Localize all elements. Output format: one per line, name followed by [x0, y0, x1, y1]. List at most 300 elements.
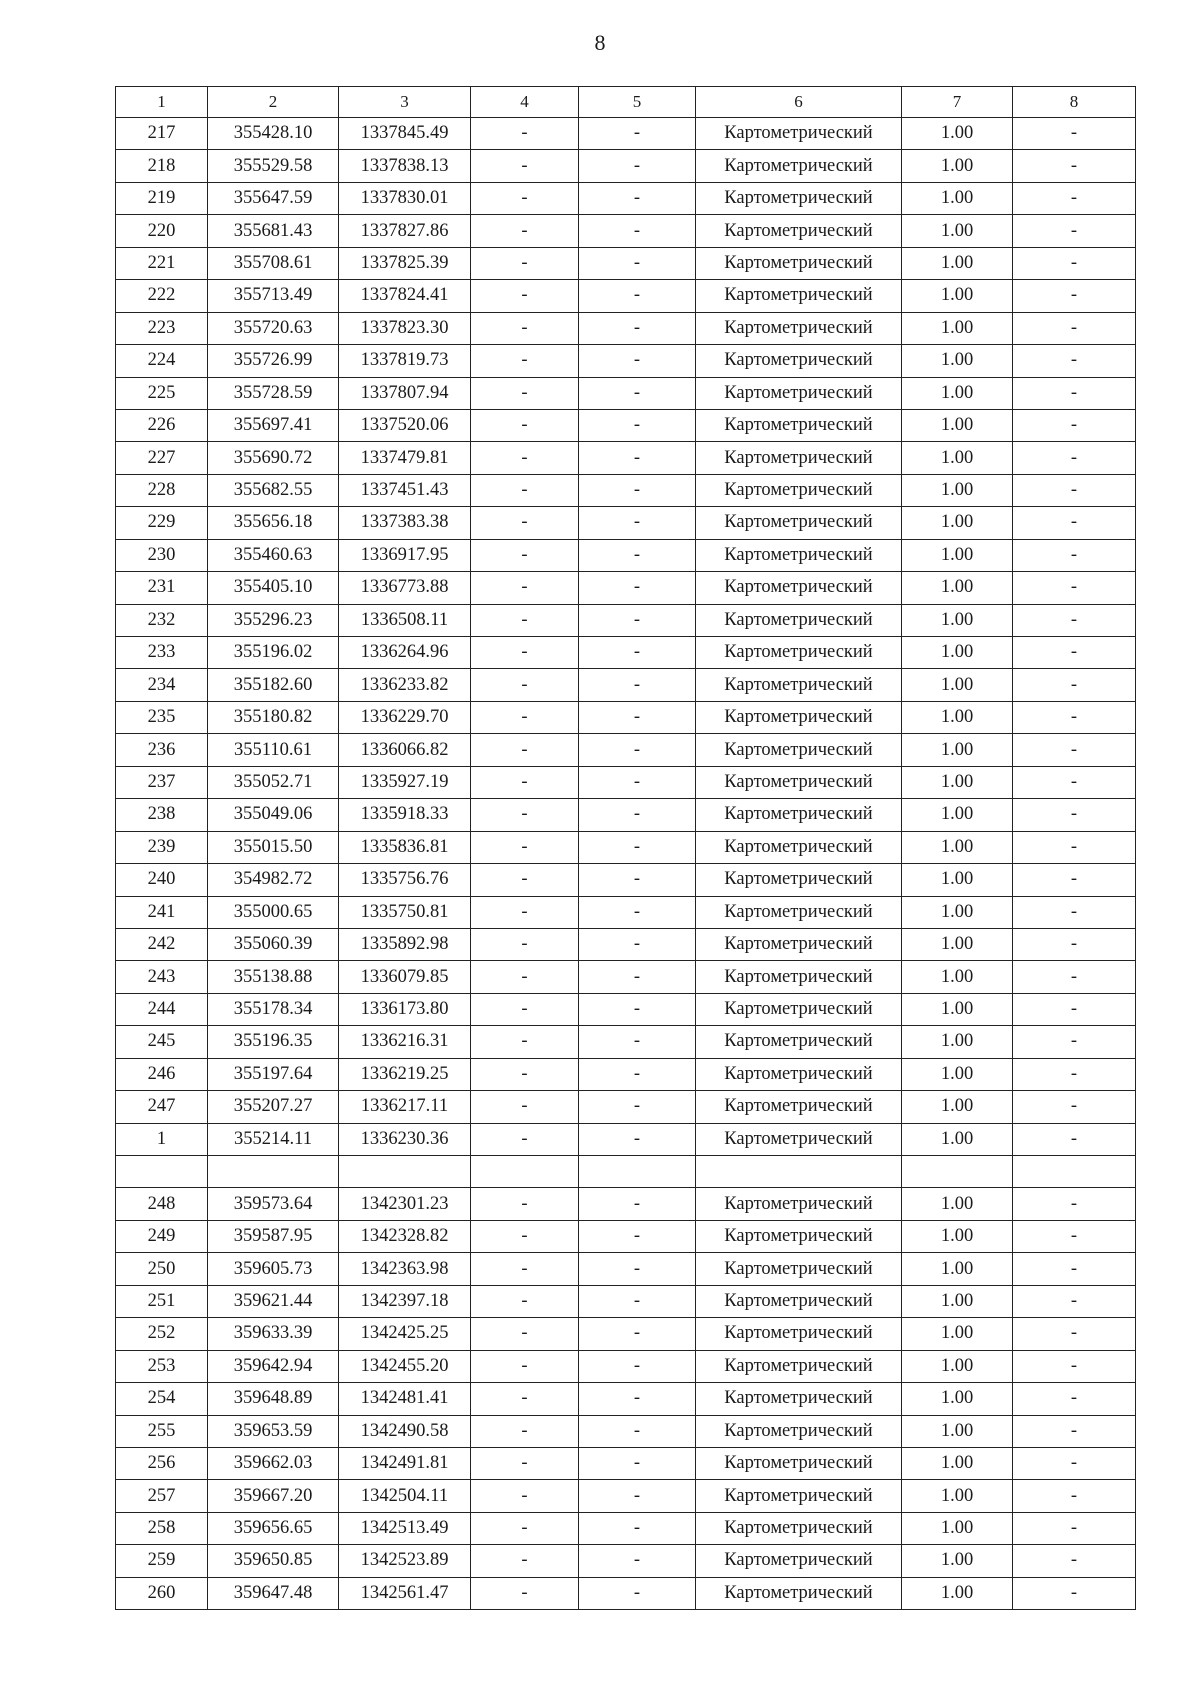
table-row — [116, 215, 1136, 247]
table-cell: 355196.35 — [208, 1026, 339, 1058]
table-cell: Картометрический — [696, 864, 902, 896]
table-cell: - — [471, 1447, 579, 1479]
table-cell: Картометрический — [696, 345, 902, 377]
table-cell: 1.00 — [902, 993, 1013, 1025]
table-cell: Картометрический — [696, 701, 902, 733]
table-row — [116, 247, 1136, 279]
table-cell: 1335750.81 — [339, 896, 471, 928]
table-cell — [579, 1156, 696, 1188]
table-row — [116, 864, 1136, 896]
table-cell: 1336216.31 — [339, 1026, 471, 1058]
table-cell: - — [579, 604, 696, 636]
table-cell: 1342363.98 — [339, 1253, 471, 1285]
table-row — [116, 766, 1136, 798]
table-cell: 230 — [116, 539, 208, 571]
table-cell: 222 — [116, 280, 208, 312]
table-cell: 1.00 — [902, 118, 1013, 150]
table-cell: 355656.18 — [208, 507, 339, 539]
table-cell — [339, 1156, 471, 1188]
table-cell: 1336229.70 — [339, 701, 471, 733]
table-cell: 1.00 — [902, 1220, 1013, 1252]
table-cell: 236 — [116, 734, 208, 766]
table-cell: Картометрический — [696, 1350, 902, 1382]
table-cell: - — [471, 345, 579, 377]
table-cell: - — [1013, 896, 1136, 928]
table-row — [116, 1156, 1136, 1188]
table-cell: - — [471, 928, 579, 960]
table-cell: 1.00 — [902, 831, 1013, 863]
table-cell: 237 — [116, 766, 208, 798]
table-cell: 242 — [116, 928, 208, 960]
table-cell: 253 — [116, 1350, 208, 1382]
table-cell: Картометрический — [696, 1123, 902, 1155]
table-cell: 1.00 — [902, 1026, 1013, 1058]
table-cell: - — [471, 701, 579, 733]
table-row — [116, 637, 1136, 669]
table-cell: 246 — [116, 1058, 208, 1090]
table-cell: 359662.03 — [208, 1447, 339, 1479]
table-cell: - — [471, 1285, 579, 1317]
table-cell: - — [471, 1123, 579, 1155]
table-cell: Картометрический — [696, 442, 902, 474]
table-cell: 1342504.11 — [339, 1480, 471, 1512]
table-cell: - — [1013, 1415, 1136, 1447]
column-header: 4 — [471, 87, 579, 118]
table-row — [116, 799, 1136, 831]
table-row — [116, 1577, 1136, 1609]
table-cell: 1.00 — [902, 1383, 1013, 1415]
table-row — [116, 896, 1136, 928]
table-cell: - — [471, 1545, 579, 1577]
table-cell: - — [471, 604, 579, 636]
table-cell: 1335756.76 — [339, 864, 471, 896]
table-cell: 239 — [116, 831, 208, 863]
table-cell: 1336066.82 — [339, 734, 471, 766]
table-cell — [116, 1156, 208, 1188]
table-cell: 1.00 — [902, 799, 1013, 831]
table-row — [116, 150, 1136, 182]
table-cell: 359573.64 — [208, 1188, 339, 1220]
table-cell: 355647.59 — [208, 182, 339, 214]
table-cell: 231 — [116, 572, 208, 604]
table-cell: 1337824.41 — [339, 280, 471, 312]
table-row — [116, 1285, 1136, 1317]
table-cell: 218 — [116, 150, 208, 182]
table-cell: 1.00 — [902, 215, 1013, 247]
table-cell: - — [579, 345, 696, 377]
table-cell: Картометрический — [696, 961, 902, 993]
table-cell: 1335836.81 — [339, 831, 471, 863]
table-cell: - — [1013, 1188, 1136, 1220]
table-cell: 1337823.30 — [339, 312, 471, 344]
table-cell: - — [1013, 1091, 1136, 1123]
table-cell: 220 — [116, 215, 208, 247]
table-row — [116, 928, 1136, 960]
table-cell: - — [1013, 1220, 1136, 1252]
table-cell: - — [1013, 961, 1136, 993]
table-cell: 359648.89 — [208, 1383, 339, 1415]
table-cell: 1.00 — [902, 247, 1013, 279]
table-cell: Картометрический — [696, 377, 902, 409]
table-cell: - — [579, 637, 696, 669]
table-cell: 1342425.25 — [339, 1318, 471, 1350]
table-cell: - — [1013, 474, 1136, 506]
table-cell: - — [1013, 1512, 1136, 1544]
table-cell: 223 — [116, 312, 208, 344]
table-cell: 229 — [116, 507, 208, 539]
table-cell: - — [579, 377, 696, 409]
table-cell: 1.00 — [902, 1188, 1013, 1220]
table-cell: 1337807.94 — [339, 377, 471, 409]
table-cell: 355690.72 — [208, 442, 339, 474]
table-cell: - — [471, 1383, 579, 1415]
table-row — [116, 182, 1136, 214]
table-cell: 359650.85 — [208, 1545, 339, 1577]
table-row — [116, 831, 1136, 863]
table-cell: - — [579, 539, 696, 571]
table-cell: - — [579, 961, 696, 993]
table-cell: 1336079.85 — [339, 961, 471, 993]
table-cell: 355529.58 — [208, 150, 339, 182]
table-cell: Картометрический — [696, 409, 902, 441]
table-cell: - — [1013, 572, 1136, 604]
table-cell: 1.00 — [902, 1123, 1013, 1155]
table-cell: - — [579, 1383, 696, 1415]
table-cell: 1.00 — [902, 1285, 1013, 1317]
table-cell: Картометрический — [696, 1091, 902, 1123]
table-cell: 1.00 — [902, 1318, 1013, 1350]
table-cell: - — [579, 1220, 696, 1252]
table-cell: Картометрический — [696, 766, 902, 798]
table-cell: 1.00 — [902, 1058, 1013, 1090]
table-cell: - — [1013, 312, 1136, 344]
table-cell: 1337845.49 — [339, 118, 471, 150]
table-cell: - — [471, 572, 579, 604]
table-cell: 1.00 — [902, 474, 1013, 506]
table-cell: 1337838.13 — [339, 150, 471, 182]
table-cell: 1.00 — [902, 1545, 1013, 1577]
table-cell: - — [471, 1577, 579, 1609]
table-cell: 1.00 — [902, 1447, 1013, 1479]
table-cell: Картометрический — [696, 215, 902, 247]
table-cell: - — [1013, 507, 1136, 539]
table-cell: 1.00 — [902, 896, 1013, 928]
table-cell: 252 — [116, 1318, 208, 1350]
table-body — [116, 118, 1136, 1610]
table-cell: 359656.65 — [208, 1512, 339, 1544]
column-header: 2 — [208, 87, 339, 118]
table-cell: - — [579, 1447, 696, 1479]
table-cell: 355180.82 — [208, 701, 339, 733]
table-cell: 1.00 — [902, 1350, 1013, 1382]
table-cell: - — [579, 1188, 696, 1220]
column-header: 7 — [902, 87, 1013, 118]
table-row — [116, 1512, 1136, 1544]
table-cell: 1.00 — [902, 1253, 1013, 1285]
table-cell: - — [579, 118, 696, 150]
table-cell: - — [1013, 1383, 1136, 1415]
table-cell — [696, 1156, 902, 1188]
table-cell: 1336217.11 — [339, 1091, 471, 1123]
table-cell: 1335927.19 — [339, 766, 471, 798]
column-header: 3 — [339, 87, 471, 118]
table-cell: 1.00 — [902, 377, 1013, 409]
table-cell: - — [1013, 1253, 1136, 1285]
table-cell: - — [471, 182, 579, 214]
table-cell: 355681.43 — [208, 215, 339, 247]
table-row — [116, 669, 1136, 701]
table-cell: Картометрический — [696, 1545, 902, 1577]
table-cell: 1.00 — [902, 182, 1013, 214]
table-cell: 1342481.41 — [339, 1383, 471, 1415]
table-cell: Картометрический — [696, 280, 902, 312]
table-cell: Картометрический — [696, 182, 902, 214]
table-cell: 1342328.82 — [339, 1220, 471, 1252]
table-cell: 1.00 — [902, 507, 1013, 539]
table-cell: - — [579, 993, 696, 1025]
table-cell: 1336917.95 — [339, 539, 471, 571]
table-cell: 245 — [116, 1026, 208, 1058]
table-row — [116, 1545, 1136, 1577]
table-cell: - — [471, 1058, 579, 1090]
table-cell: - — [579, 1512, 696, 1544]
table-cell: 1337383.38 — [339, 507, 471, 539]
table-row — [116, 1447, 1136, 1479]
table-row — [116, 1318, 1136, 1350]
table-cell: - — [1013, 604, 1136, 636]
table-cell: 219 — [116, 182, 208, 214]
table-cell: - — [579, 864, 696, 896]
table-header-row — [116, 87, 1136, 118]
table-cell: 254 — [116, 1383, 208, 1415]
table-cell: 1.00 — [902, 604, 1013, 636]
table-cell: 1 — [116, 1123, 208, 1155]
table-cell: 1342455.20 — [339, 1350, 471, 1382]
table-cell: - — [579, 507, 696, 539]
table-cell: 1.00 — [902, 669, 1013, 701]
table-cell: - — [471, 993, 579, 1025]
table-row — [116, 1480, 1136, 1512]
table-cell: Картометрический — [696, 1253, 902, 1285]
table-cell: - — [471, 799, 579, 831]
table-cell: - — [471, 215, 579, 247]
table-cell: - — [471, 896, 579, 928]
table-cell: 257 — [116, 1480, 208, 1512]
table-cell: - — [1013, 215, 1136, 247]
table-cell: Картометрический — [696, 831, 902, 863]
table-cell: Картометрический — [696, 247, 902, 279]
table-cell: 355110.61 — [208, 734, 339, 766]
table-row — [116, 507, 1136, 539]
table-row — [116, 1058, 1136, 1090]
table-cell: - — [579, 280, 696, 312]
table-cell: Картометрический — [696, 1220, 902, 1252]
table-cell: - — [1013, 637, 1136, 669]
table-cell: 359621.44 — [208, 1285, 339, 1317]
table-cell: - — [1013, 409, 1136, 441]
table-cell: - — [471, 1415, 579, 1447]
table-cell: 256 — [116, 1447, 208, 1479]
table-cell: 1.00 — [902, 1480, 1013, 1512]
table-cell: Картометрический — [696, 507, 902, 539]
table-cell: - — [579, 1123, 696, 1155]
table-cell: - — [1013, 1026, 1136, 1058]
table-cell — [1013, 1156, 1136, 1188]
table-cell: 258 — [116, 1512, 208, 1544]
table-cell: 355052.71 — [208, 766, 339, 798]
table-cell: Картометрический — [696, 1577, 902, 1609]
table-row — [116, 1188, 1136, 1220]
table-cell: 1.00 — [902, 637, 1013, 669]
table-cell: - — [1013, 150, 1136, 182]
table-cell: Картометрический — [696, 1415, 902, 1447]
table-cell: Картометрический — [696, 1480, 902, 1512]
table-cell: Картометрический — [696, 604, 902, 636]
table-cell: 355207.27 — [208, 1091, 339, 1123]
table-row — [116, 1123, 1136, 1155]
table-cell: - — [579, 799, 696, 831]
table-cell: 359653.59 — [208, 1415, 339, 1447]
table-cell: - — [1013, 1285, 1136, 1317]
table-cell: 244 — [116, 993, 208, 1025]
table-cell: - — [579, 312, 696, 344]
table-cell: 1337825.39 — [339, 247, 471, 279]
table-cell: - — [579, 766, 696, 798]
table-cell: - — [579, 831, 696, 863]
table-cell: 240 — [116, 864, 208, 896]
table-cell: 243 — [116, 961, 208, 993]
table-row — [116, 409, 1136, 441]
table-cell: - — [579, 1415, 696, 1447]
table-cell: - — [471, 1350, 579, 1382]
table-row — [116, 701, 1136, 733]
table-cell: 1.00 — [902, 1091, 1013, 1123]
table-cell: Картометрический — [696, 1188, 902, 1220]
table-cell: - — [579, 1285, 696, 1317]
table-cell: 221 — [116, 247, 208, 279]
table-cell: 355182.60 — [208, 669, 339, 701]
table-cell: 1336233.82 — [339, 669, 471, 701]
table-row — [116, 539, 1136, 571]
table-cell: - — [1013, 669, 1136, 701]
table-cell: 355728.59 — [208, 377, 339, 409]
table-cell: Картометрический — [696, 1285, 902, 1317]
table-cell: 1337819.73 — [339, 345, 471, 377]
table-cell: 355197.64 — [208, 1058, 339, 1090]
table-cell: 359633.39 — [208, 1318, 339, 1350]
table-cell: 1336264.96 — [339, 637, 471, 669]
table-row — [116, 604, 1136, 636]
table-cell: 1.00 — [902, 701, 1013, 733]
table-cell: 355138.88 — [208, 961, 339, 993]
table-cell: - — [579, 215, 696, 247]
table-cell: - — [1013, 182, 1136, 214]
table-cell: Картометрический — [696, 1383, 902, 1415]
table-cell: 355428.10 — [208, 118, 339, 150]
column-header: 1 — [116, 87, 208, 118]
table-cell: - — [471, 961, 579, 993]
column-header: 6 — [696, 87, 902, 118]
table-cell: - — [579, 1318, 696, 1350]
table-cell: - — [471, 247, 579, 279]
table-cell: - — [1013, 831, 1136, 863]
table-cell: 1342513.49 — [339, 1512, 471, 1544]
column-header: 5 — [579, 87, 696, 118]
table-row — [116, 442, 1136, 474]
table-row — [116, 1220, 1136, 1252]
table-cell: 1337830.01 — [339, 182, 471, 214]
table-cell: - — [1013, 118, 1136, 150]
table-cell: 355049.06 — [208, 799, 339, 831]
table-cell: 249 — [116, 1220, 208, 1252]
table-cell: - — [471, 1253, 579, 1285]
table-cell: - — [579, 150, 696, 182]
table-cell: - — [471, 280, 579, 312]
table-cell: Картометрический — [696, 1318, 902, 1350]
table-cell: 248 — [116, 1188, 208, 1220]
table-cell: 355000.65 — [208, 896, 339, 928]
table-cell: 1342491.81 — [339, 1447, 471, 1479]
table-cell — [208, 1156, 339, 1188]
table-cell: - — [471, 539, 579, 571]
table-cell: 1.00 — [902, 1577, 1013, 1609]
table-cell: - — [579, 572, 696, 604]
table-cell: - — [579, 1545, 696, 1577]
table-row — [116, 1091, 1136, 1123]
table-row — [116, 312, 1136, 344]
table-cell: - — [471, 1091, 579, 1123]
table-cell: - — [471, 1220, 579, 1252]
table-cell: - — [1013, 701, 1136, 733]
table-cell: 354982.72 — [208, 864, 339, 896]
table-cell: 1.00 — [902, 442, 1013, 474]
table-cell: Картометрический — [696, 474, 902, 506]
table-cell: Картометрический — [696, 150, 902, 182]
table-cell: - — [579, 1577, 696, 1609]
table-cell: 224 — [116, 345, 208, 377]
table-cell: Картометрический — [696, 572, 902, 604]
table-cell: - — [1013, 799, 1136, 831]
table-row — [116, 118, 1136, 150]
table-cell: - — [579, 1058, 696, 1090]
table-cell: - — [471, 1512, 579, 1544]
table-cell: 1336230.36 — [339, 1123, 471, 1155]
table-cell: 1.00 — [902, 961, 1013, 993]
table-cell: 1.00 — [902, 1415, 1013, 1447]
table-cell: - — [471, 734, 579, 766]
table-cell: 235 — [116, 701, 208, 733]
table-cell: 1337827.86 — [339, 215, 471, 247]
table-cell: - — [579, 669, 696, 701]
table-cell: Картометрический — [696, 734, 902, 766]
table-cell: 355015.50 — [208, 831, 339, 863]
table-cell: Картометрический — [696, 1447, 902, 1479]
table-cell — [471, 1156, 579, 1188]
table-cell: 226 — [116, 409, 208, 441]
table-cell: 251 — [116, 1285, 208, 1317]
table-cell: 1.00 — [902, 572, 1013, 604]
table-cell: 1342397.18 — [339, 1285, 471, 1317]
table-cell: 241 — [116, 896, 208, 928]
table-cell: 1335892.98 — [339, 928, 471, 960]
table-cell: 1.00 — [902, 928, 1013, 960]
table-cell: 355296.23 — [208, 604, 339, 636]
table-cell: 359642.94 — [208, 1350, 339, 1382]
table-cell: 217 — [116, 118, 208, 150]
table-cell: Картометрический — [696, 993, 902, 1025]
table-cell: 1336773.88 — [339, 572, 471, 604]
table-cell: - — [1013, 1058, 1136, 1090]
